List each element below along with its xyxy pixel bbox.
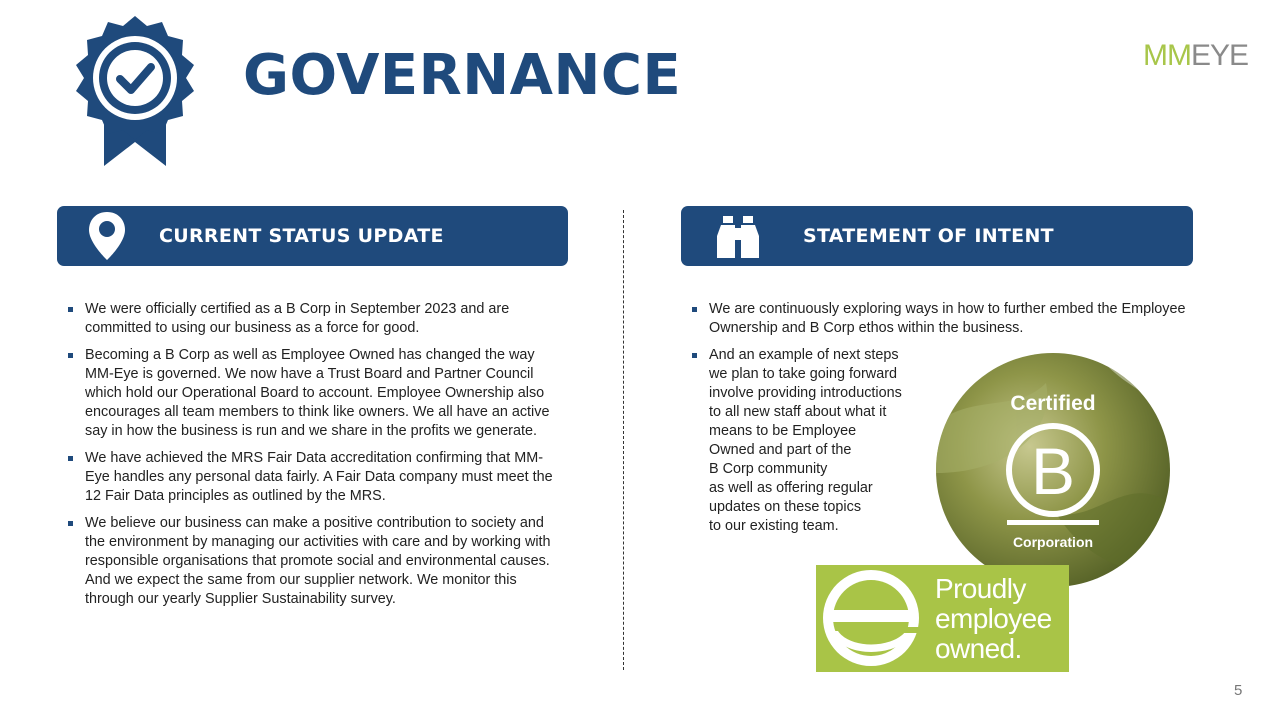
page-number: 5 bbox=[1234, 682, 1243, 699]
brand-part-2: EYE bbox=[1190, 39, 1249, 72]
statement-of-intent-title: STATEMENT OF INTENT bbox=[803, 225, 1054, 247]
employee-owned-logo bbox=[816, 565, 1069, 672]
column-divider bbox=[623, 210, 624, 670]
list-item: We believe our business can make a positive contribution to society and the environment by managing our activities with care and by working with responsible organisations that promote social and environmental causes. And we expect the same from our supplier network. We monitor this through our yearly Supplier Sustainability survey. bbox=[67, 514, 562, 609]
list-item: We are continuously exploring ways in how to further embed the Employee Ownership and B Corp ethos within the business. bbox=[691, 300, 1191, 338]
bcorp-certified-text: Certified bbox=[1010, 392, 1096, 415]
list-item: And an example of next steps we plan to take going forward involve providing introductions to all new staff about what it means to be Employee Owned and part of the B Corp community as well as offering regular updates on these topics to our existing team. bbox=[691, 346, 1191, 536]
brand-part-1: MM bbox=[1143, 39, 1191, 72]
binoculars-icon bbox=[715, 214, 761, 260]
statement-of-intent-header bbox=[681, 206, 1193, 266]
bcorp-corporation-text: Corporation bbox=[1012, 534, 1094, 550]
brand-logo bbox=[1143, 40, 1248, 72]
award-badge-icon bbox=[74, 14, 196, 170]
bcorp-letter: B bbox=[1030, 434, 1076, 508]
current-status-header bbox=[57, 206, 568, 266]
list-item: We have achieved the MRS Fair Data accreditation confirming that MM-Eye handles any personal data fairly. A Fair Data company must meet the 12 Fair Data principles as outlined by the MRS. bbox=[67, 449, 562, 506]
page-title: GOVERNANCE bbox=[243, 43, 682, 108]
list-item: We were officially certified as a B Corp in September 2023 and are committed to using our business as a force for good. bbox=[67, 300, 562, 338]
current-status-title: CURRENT STATUS UPDATE bbox=[159, 225, 444, 247]
location-pin-icon bbox=[87, 210, 127, 262]
current-status-list bbox=[67, 300, 562, 617]
employee-owned-e-icon bbox=[816, 565, 934, 672]
list-item: Becoming a B Corp as well as Employee Owned has changed the way MM-Eye is governed. We now have a Trust Board and Partner Council which hold our Operational Board to account. Employee Ownership also encourages all team members to think like owners. We all have an active say in how the business is run and we share in the profits we generate. bbox=[67, 346, 562, 441]
certified-b-corporation-logo bbox=[936, 353, 1170, 587]
employee-owned-text: Proudly employee owned. bbox=[935, 573, 1052, 664]
